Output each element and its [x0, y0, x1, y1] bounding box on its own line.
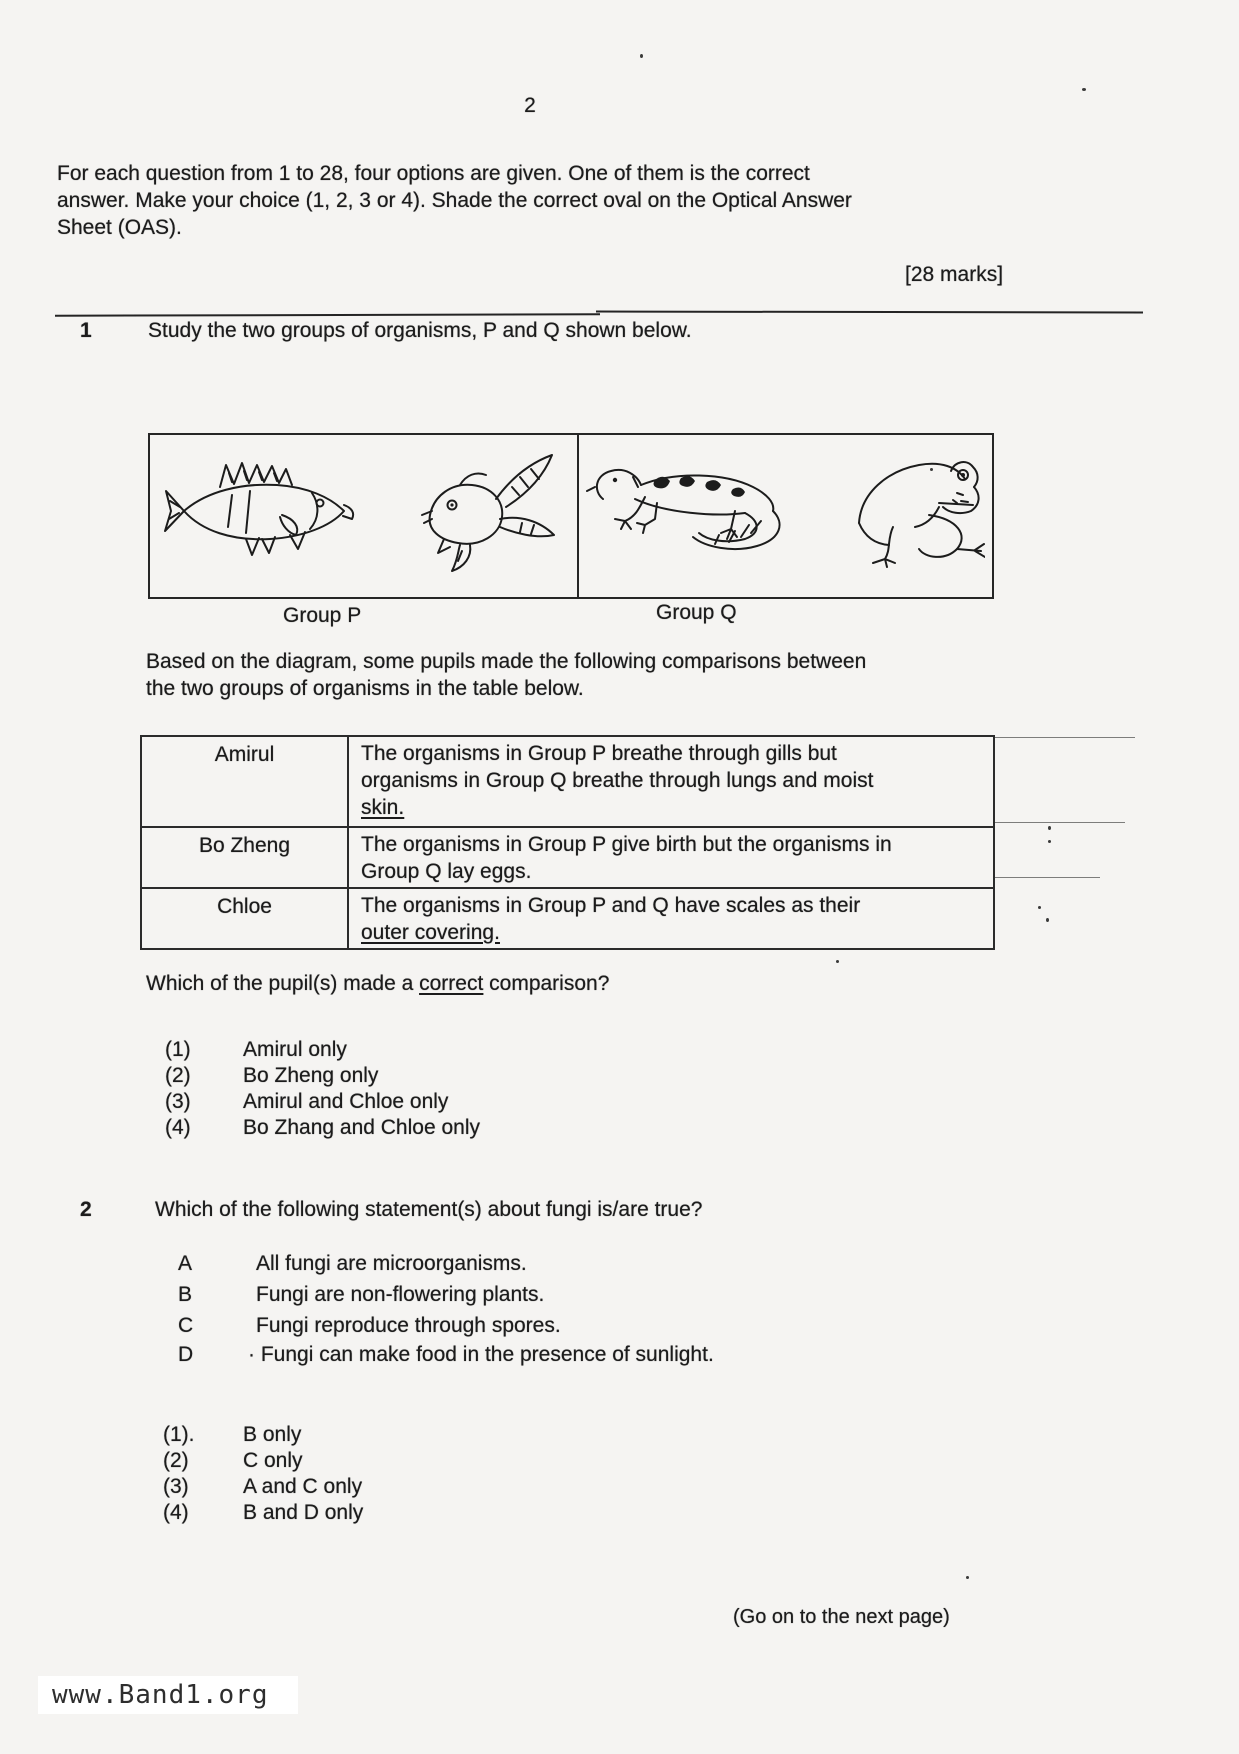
q2-statement — [178, 1250, 527, 1277]
q2-option — [163, 1447, 303, 1474]
scan-artifact-line — [995, 877, 1100, 878]
scan-speck — [1082, 88, 1086, 91]
scan-speck — [640, 54, 643, 58]
q2-text: Which of the following statement(s) about fungi is/are true? — [155, 1198, 703, 1221]
q2-option — [163, 1499, 364, 1526]
q1-question-keyword: correct — [419, 972, 484, 995]
q1-table-intro-line: Based on the diagram, some pupils made the following comparisons between — [146, 650, 867, 673]
statement-text: Fungi are non-flowering plants. — [256, 1283, 545, 1306]
comparison-line: outer covering. — [361, 921, 500, 944]
lizard-drawing — [585, 447, 805, 565]
table-row — [141, 827, 994, 888]
q1-option — [165, 1114, 480, 1141]
pupil-name-cell: Bo Zheng — [141, 827, 348, 888]
q1-figure-box — [148, 433, 994, 599]
section-divider — [596, 311, 1143, 314]
instructions-line: Sheet (OAS). — [57, 216, 182, 239]
page-number: 2 — [524, 94, 536, 117]
q1-question-post: comparison? — [483, 972, 610, 995]
comparison-line: The organisms in Group P and Q have scales as their — [361, 894, 861, 917]
q2-number: 2 — [80, 1198, 92, 1221]
group-p-label: Group P — [283, 604, 362, 627]
q2-option — [163, 1421, 302, 1448]
comparison-cell — [348, 736, 994, 827]
statement-text: · Fungi can make food in the presence of sunlight. — [248, 1343, 714, 1366]
q1-table-intro-line: the two groups of organisms in the table below. — [146, 677, 584, 700]
q2-statement — [178, 1281, 545, 1308]
scan-speck — [966, 1576, 969, 1579]
scan-speck — [1048, 826, 1051, 830]
option-label: C only — [243, 1449, 303, 1472]
instructions-paragraph — [57, 160, 1017, 241]
option-label: Bo Zhang and Chloe only — [243, 1116, 480, 1139]
instructions-line: answer. Make your choice (1, 2, 3 or 4). Shade the correct oval on the Optical Answer — [57, 189, 852, 212]
q1-question-pre: Which of the pupil(s) made a — [146, 972, 420, 995]
q1-number: 1 — [80, 319, 92, 342]
comparison-line: organisms in Group Q breathe through lungs and moist — [361, 769, 874, 792]
q2-statement — [178, 1341, 714, 1368]
scan-artifact-line — [995, 737, 1135, 738]
comparison-line: Group Q lay eggs. — [361, 860, 532, 883]
q1-option — [165, 1062, 379, 1089]
instructions-line: For each question from 1 to 28, four options are given. One of them is the correct — [57, 162, 810, 185]
q1-option — [165, 1036, 347, 1063]
comparison-cell — [348, 827, 994, 888]
figure-group-divider — [577, 435, 579, 597]
scan-speck — [1048, 840, 1051, 843]
statement-text: Fungi reproduce through spores. — [256, 1314, 561, 1337]
option-number: (1) — [165, 1038, 191, 1061]
option-number: (1). — [163, 1423, 195, 1446]
q1-option — [165, 1088, 449, 1115]
option-number: (2) — [165, 1064, 191, 1087]
option-label: Amirul only — [243, 1038, 347, 1061]
scan-speck — [1038, 906, 1041, 909]
option-number: (3) — [163, 1475, 189, 1498]
statement-text: All fungi are microorganisms. — [256, 1252, 527, 1275]
frog-drawing — [845, 445, 985, 575]
comparison-cell — [348, 888, 994, 949]
table-row — [141, 736, 994, 827]
scan-speck — [836, 960, 839, 963]
go-on-footer: (Go on to the next page) — [733, 1606, 950, 1628]
option-label: B only — [243, 1423, 302, 1446]
option-label: Amirul and Chloe only — [243, 1090, 449, 1113]
q2-statement — [178, 1312, 561, 1339]
q1-text: Study the two groups of organisms, P and Q shown below. — [148, 319, 692, 342]
statement-letter: B — [178, 1283, 193, 1306]
option-label: Bo Zheng only — [243, 1064, 379, 1087]
scan-artifact-line — [995, 822, 1125, 823]
option-label: A and C only — [243, 1475, 363, 1498]
option-label: B and D only — [243, 1501, 364, 1524]
watermark: www.Band1.org — [38, 1676, 298, 1714]
q1-table-intro — [146, 648, 866, 702]
perch-fish-drawing — [162, 453, 362, 571]
option-number: (2) — [163, 1449, 189, 1472]
comparison-line: The organisms in Group P breathe through gills but — [361, 742, 837, 765]
comparison-line: skin. — [361, 796, 405, 819]
comparison-table — [140, 735, 995, 950]
table-row — [141, 888, 994, 949]
option-number: (4) — [165, 1116, 191, 1139]
scan-speck — [930, 468, 933, 471]
option-number: (4) — [163, 1501, 189, 1524]
statement-letter: C — [178, 1314, 194, 1337]
goldfish-drawing — [400, 443, 565, 575]
q2-option — [163, 1473, 363, 1500]
statement-letter: A — [178, 1252, 193, 1275]
pupil-name-cell: Chloe — [141, 888, 348, 949]
pupil-name-cell: Amirul — [141, 736, 348, 827]
q1-question — [146, 970, 609, 997]
group-q-label: Group Q — [656, 601, 737, 624]
statement-letter: D — [178, 1343, 194, 1366]
scan-speck — [1046, 918, 1049, 922]
option-number: (3) — [165, 1090, 191, 1113]
comparison-line: The organisms in Group P give birth but the organisms in — [361, 833, 892, 856]
marks-label: [28 marks] — [905, 263, 1004, 286]
